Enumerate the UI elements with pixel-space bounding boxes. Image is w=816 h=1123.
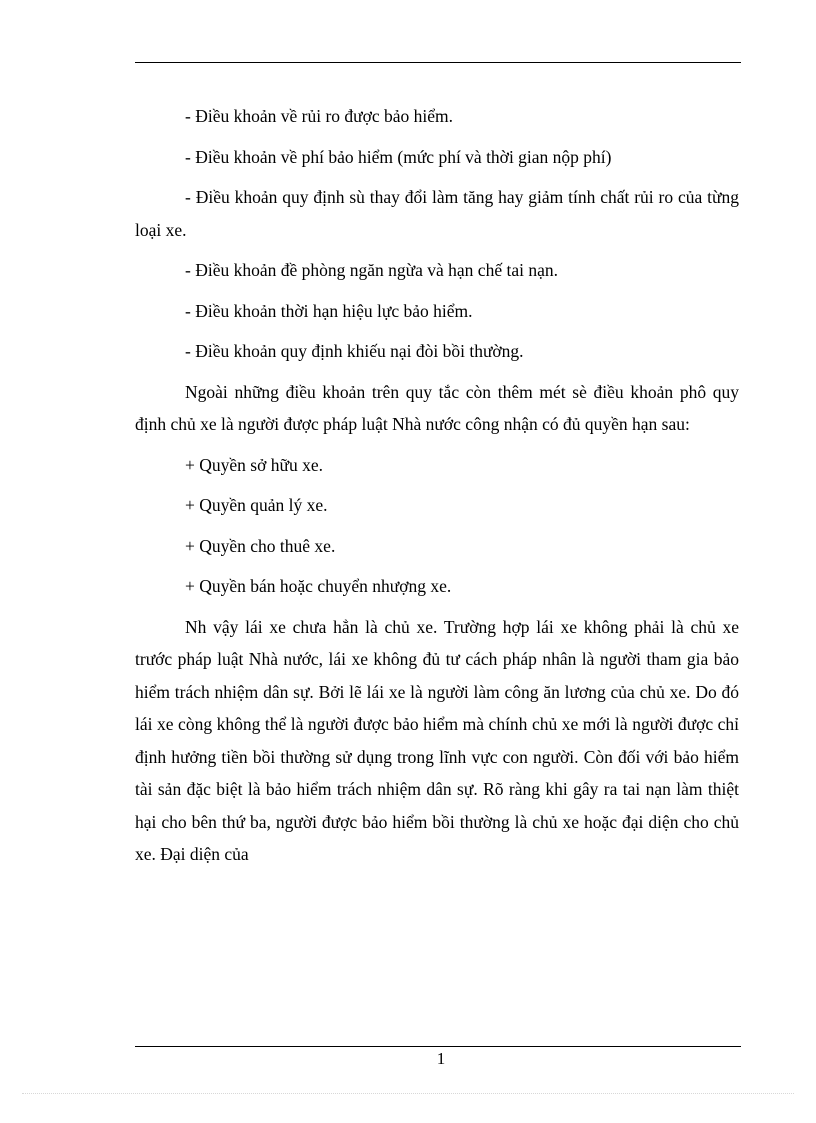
page-edge-dotted-line — [22, 1093, 794, 1094]
clause-premium: - Điều khoản về phí bảo hiểm (mức phí và thời gian nộp phí) — [185, 146, 612, 167]
footer-rule — [135, 1046, 741, 1047]
document-body — [135, 100, 739, 879]
header-rule — [135, 62, 741, 63]
page-number: 1 — [436, 1049, 446, 1068]
right-sale-transfer: + Quyền bán hoặc chuyển nhượng xe. — [185, 576, 452, 596]
clause-accident-prevention: - Điều khoản đề phòng ngăn ngừa và hạn chế tai nạn. — [185, 260, 558, 280]
clause-insured-risk: - Điều khoản về rủi ro được bảo hiểm. — [185, 106, 454, 126]
clause-risk-change: - Điều khoản quy định sù thay đổi làm tăng hay giảm tính chất rủi ro của từng loại xe. — [135, 187, 739, 240]
clause-claims: - Điều khoản quy định khiếu nại đòi bồi thường. — [185, 341, 524, 361]
right-lease: + Quyền cho thuê xe. — [185, 535, 336, 556]
paragraph-additional-clauses: Ngoài những điều khoản trên quy tắc còn thêm mét sè điều khoản phô quy định chủ xe là người được pháp luật Nhà nước công nhận có đủ quyền hạn sau: — [135, 381, 739, 434]
right-management: + Quyền quản lý xe. — [185, 495, 328, 515]
right-ownership: + Quyền sở hữu xe. — [185, 454, 323, 475]
paragraph-driver-vs-owner: Nh vậy lái xe chưa hẳn là chủ xe. Trường hợp lái xe không phải là chủ xe trước pháp luật Nhà nước, lái xe không đủ tư cách pháp nhân là người tham gia bảo hiểm trách nhiệm dân sự. Bởi lẽ lái xe là người làm công ăn lương của chủ xe. Do đó lái xe còng không thể là người được bảo hiểm mà chính chủ xe mới là người được chỉ định hưởng tiền bồi thường sử dụng trong lĩnh vực con người. Còn đối với bảo hiểm tài sản đặc biệt là bảo hiểm trách nhiệm dân sự. Rõ ràng khi gây ra tai nạn làm thiệt hại cho bên thứ ba, người được bảo hiểm bồi thường là chủ xe hoặc đại diện cho chủ xe. Đại diện của — [135, 616, 739, 864]
clause-validity-period: - Điều khoản thời hạn hiệu lực bảo hiểm. — [185, 300, 473, 321]
